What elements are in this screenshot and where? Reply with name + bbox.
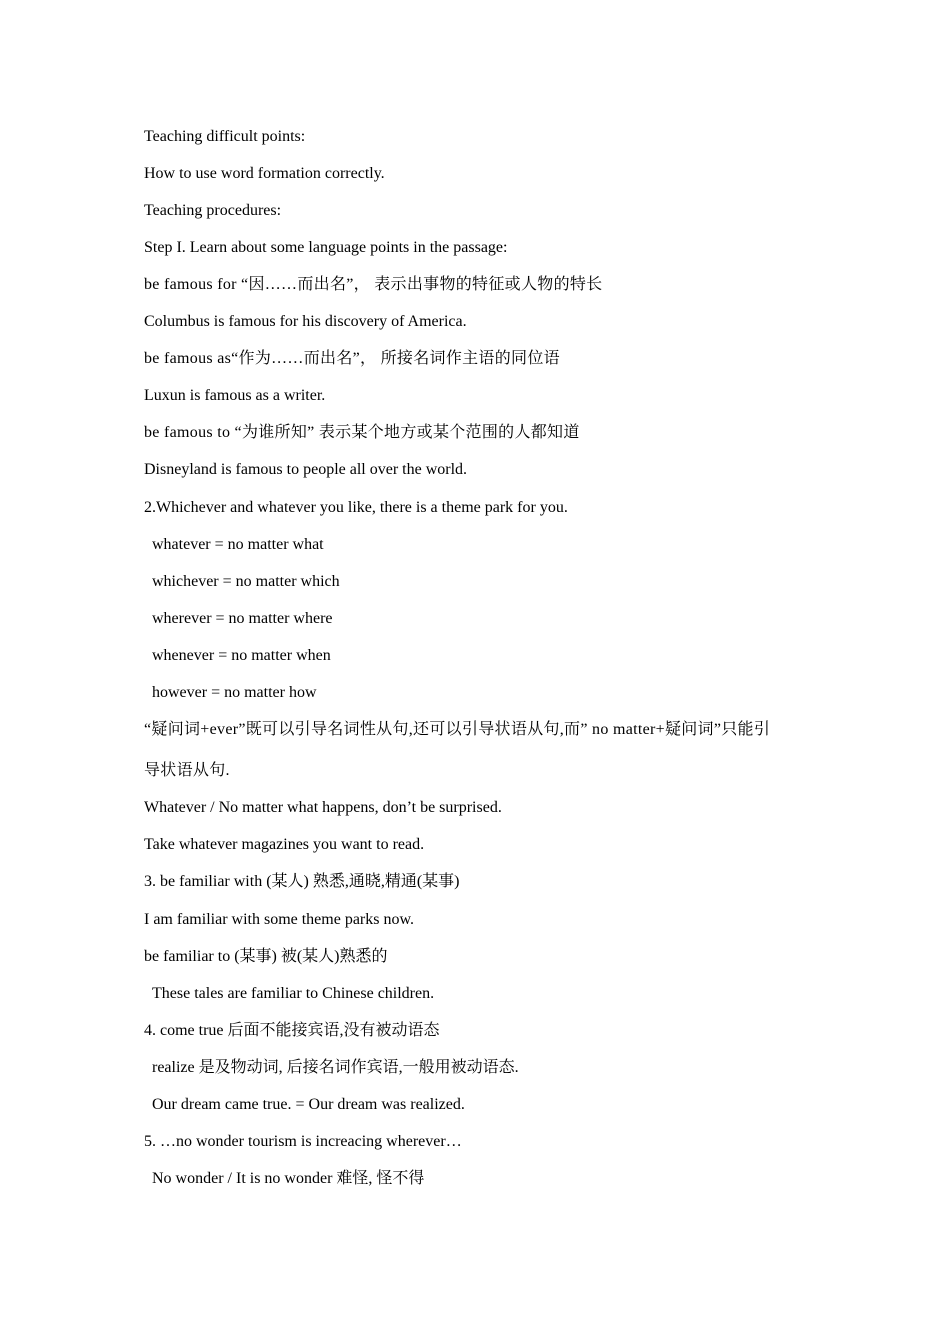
text-line: 4. come true 后面不能接宾语,没有被动语态: [144, 1022, 440, 1039]
text-line: 5. …no wonder tourism is increacing wherever…: [144, 1133, 462, 1150]
step-heading: Step I. Learn about some language points in the passage:: [144, 239, 508, 256]
example-sentence: Our dream came true. = Our dream was realized.: [152, 1096, 465, 1113]
example-sentence: These tales are familiar to Chinese children.: [152, 985, 435, 1002]
text-line: 3. be familiar with (某人) 熟悉,通晓,精通(某事): [144, 873, 460, 890]
example-sentence: Columbus is famous for his discovery of America.: [144, 313, 467, 330]
text-line: realize 是及物动词, 后接名词作宾语,一般用被动语态.: [152, 1059, 519, 1076]
example-sentence: Whatever / No matter what happens, don’t be surprised.: [144, 799, 502, 816]
heading-procedures: Teaching procedures:: [144, 202, 282, 219]
example-sentence: Luxun is famous as a writer.: [144, 387, 326, 404]
text-line: No wonder / It is no wonder 难怪, 怪不得: [152, 1170, 425, 1187]
text-line: “疑问词+ever”既可以引导名词性从句,还可以引导状语从句,而” no matter+疑问词”只能引: [144, 721, 771, 738]
equation-line: whichever = no matter which: [152, 573, 340, 590]
text-line: 导状语从句.: [144, 762, 230, 779]
text-line: be famous to “为谁所知” 表示某个地方或某个范围的人都知道: [144, 424, 580, 441]
example-sentence: Disneyland is famous to people all over the world.: [144, 461, 468, 478]
heading-difficult-points: Teaching difficult points:: [144, 128, 306, 145]
text-line: How to use word formation correctly.: [144, 165, 385, 182]
text-line: be familiar to (某事) 被(某人)熟悉的: [144, 948, 388, 965]
equation-line: whatever = no matter what: [152, 536, 324, 553]
example-sentence: Take whatever magazines you want to read.: [144, 836, 425, 853]
example-sentence: I am familiar with some theme parks now.: [144, 911, 414, 928]
equation-line: wherever = no matter where: [152, 610, 333, 627]
text-line: 2.Whichever and whatever you like, there is a theme park for you.: [144, 499, 568, 516]
equation-line: whenever = no matter when: [152, 647, 331, 664]
text-line: be famous as“作为……而出名”， 所接名词作主语的同位语: [144, 350, 560, 367]
equation-line: however = no matter how: [152, 684, 317, 701]
text-line: be famous for “因……而出名”， 表示出事物的特征或人物的特长: [144, 276, 603, 293]
